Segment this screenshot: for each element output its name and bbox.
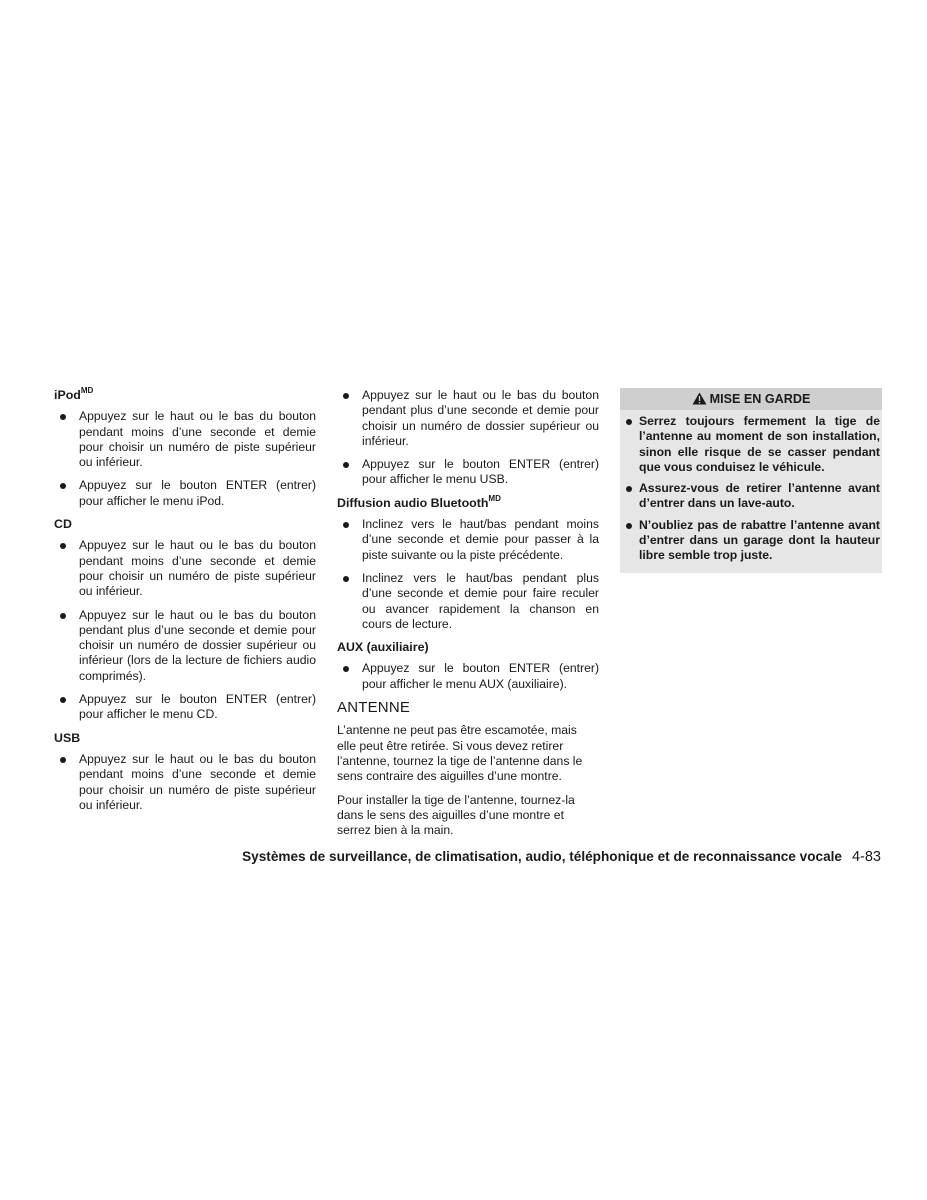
bluetooth-heading: Diffusion audio Bluetooth$^{MD}$ (337, 493, 501, 510)
ipod-heading: iPod$^{MD}$ (54, 386, 94, 402)
warning-list (622, 414, 880, 564)
list-item: Inclinez vers le haut/bas pendant moins d’une seconde et demie pour passer à la piste suivante ou la piste précédente. (337, 517, 599, 563)
usb-list (54, 752, 316, 813)
warning-triangle-icon (692, 390, 707, 412)
warning-header (620, 388, 882, 410)
usb-list-continued (337, 388, 599, 488)
usb-heading: USB (54, 730, 81, 745)
footer-section-title: Systèmes de surveillance, de climatisation, audio, téléphonique et de reconnaissance vocale (242, 849, 842, 864)
column-right (620, 388, 882, 573)
list-item: Appuyez sur le bouton ENTER (entrer) pour afficher le menu USB. (337, 457, 599, 488)
bluetooth-list (337, 517, 599, 632)
column-left (54, 388, 316, 821)
ipod-list (54, 409, 316, 509)
list-item: Serrez toujours fermement la tige de l’antenne au moment de son installation, sinon elle risque de se casser pendant que vous conduisez le véhicule. (622, 414, 880, 475)
warning-title: MISE EN GARDE (709, 392, 811, 406)
page-footer (242, 849, 881, 865)
list-item: Appuyez sur le bouton ENTER (entrer) pour afficher le menu iPod. (54, 478, 316, 509)
list-item: Inclinez vers le haut/bas pendant plus d’une seconde et demie pour faire reculer ou avancer rapidement la chanson en cours de lecture. (337, 571, 599, 632)
list-item: Appuyez sur le haut ou le bas du bouton pendant moins d’une seconde et demie pour choisir un numéro de piste supérieur ou inférieur. (54, 409, 316, 470)
antenne-paragraph: Pour installer la tige de l’antenne, tournez-la dans le sens des aiguilles d’une montre et serrez bien à la main. (337, 792, 575, 838)
antenne-paragraph: L’antenne ne peut pas être escamotée, mais elle peut être retirée. Si vous devez retirer l’antenne, tournez la tige de l’antenne dans le sens contraire des aiguilles d’une montre. (337, 723, 583, 784)
list-item: Appuyez sur le haut ou le bas du bouton pendant moins d’une seconde et demie pour choisir un numéro de piste supérieur ou inférieur. (54, 752, 316, 813)
list-item: Appuyez sur le bouton ENTER (entrer) pour afficher le menu AUX (auxiliaire). (337, 661, 599, 692)
list-item: Appuyez sur le haut ou le bas du bouton pendant moins d’une seconde et demie pour choisir un numéro de piste supérieur ou inférieur. (54, 538, 316, 599)
aux-list (337, 661, 599, 692)
column-middle (337, 388, 599, 846)
list-item: Appuyez sur le haut ou le bas du bouton pendant plus d’une seconde et demie pour choisir un numéro de dossier supérieur ou inférieur (lors de la lecture de fichiers audio comprimés). (54, 608, 316, 684)
warning-box (620, 388, 882, 573)
page-number: 4-83 (851, 849, 881, 865)
cd-list (54, 538, 316, 722)
list-item: N’oubliez pas de rabattre l’antenne avant d’entrer dans un garage dont la hauteur libre semble trop juste. (622, 518, 880, 564)
cd-heading: CD (54, 517, 72, 532)
list-item: Appuyez sur le haut ou le bas du bouton pendant plus d’une seconde et demie pour choisir un numéro de dossier supérieur ou inférieur. (337, 388, 599, 449)
aux-heading: AUX (auxiliaire) (337, 640, 429, 655)
list-item: Appuyez sur le bouton ENTER (entrer) pour afficher le menu CD. (54, 692, 316, 723)
antenne-section-title: ANTENNE (337, 699, 411, 717)
list-item: Assurez-vous de retirer l’antenne avant d’entrer dans un lave-auto. (622, 481, 880, 512)
